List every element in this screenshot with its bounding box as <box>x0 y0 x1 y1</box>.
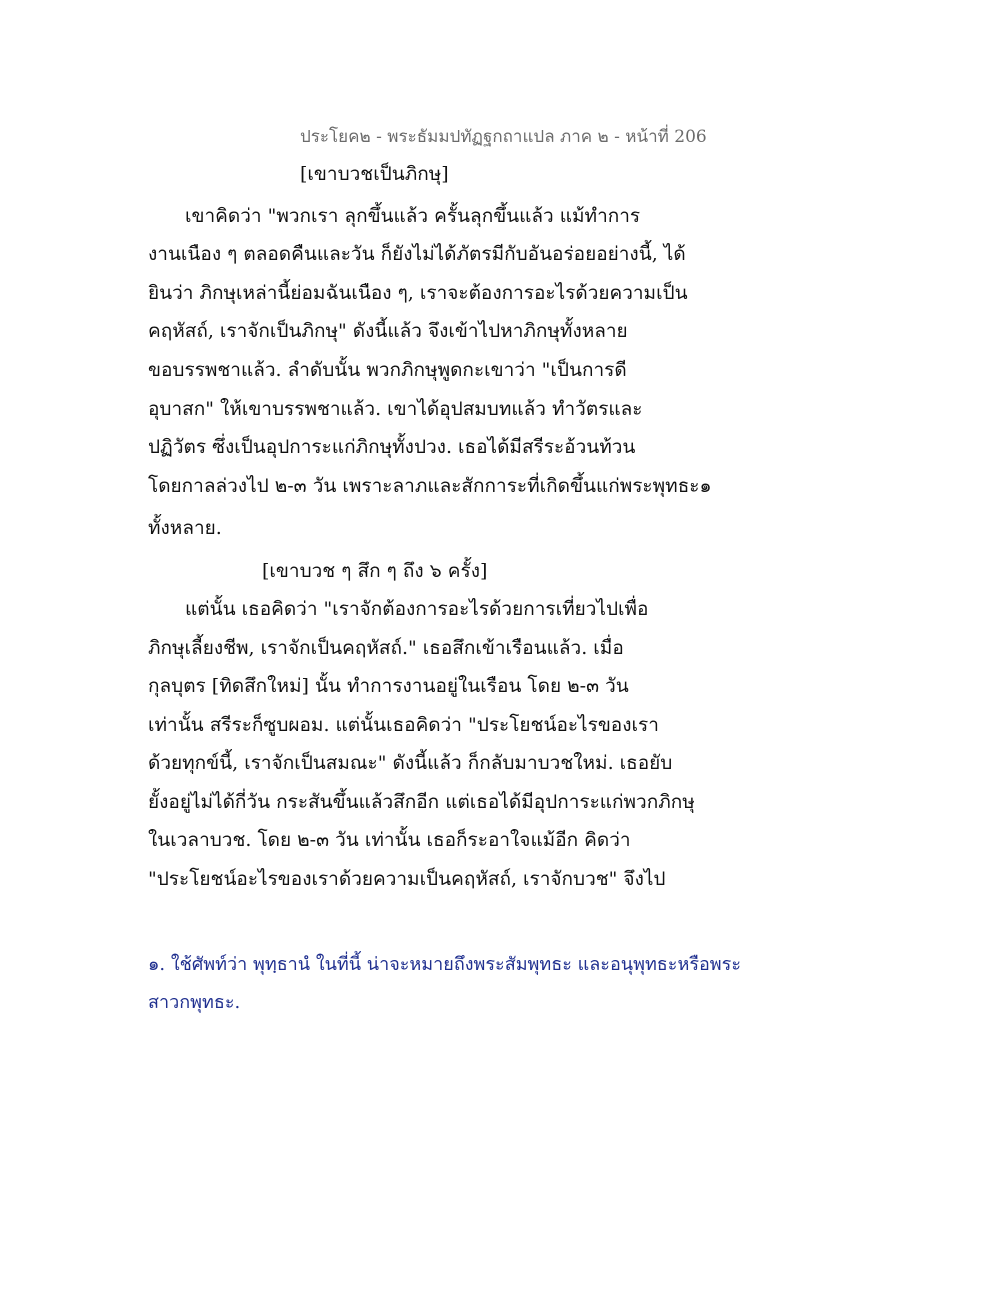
paragraph-line: คฤหัสถ์, เราจักเป็นภิกษุ" ดังนี้แล้ว จึงเข้าไปหาภิกษุทั้งหลาย <box>148 320 628 342</box>
paragraph-line: กุลบุตร [ทิดสึกใหม่] นั้น ทำการงานอยู่ในเรือน โดย ๒-๓ วัน <box>148 675 629 697</box>
paragraph-line: ในเวลาบวช. โดย ๒-๓ วัน เท่านั้น เธอก็ระอาใจแม้อีก คิดว่า <box>148 829 631 851</box>
paragraph-line: ด้วยทุกข์นี้, เราจักเป็นสมณะ" ดังนี้แล้ว ก็กลับมาบวชใหม่. เธอยับ <box>148 752 673 774</box>
footnote-line: ๑. ใช้ศัพท์ว่า พุทฺธานํ ในที่นี้ น่าจะหมายถึงพระสัมพุทธะ และอนุพุทธะหรือพระ <box>148 954 742 975</box>
paragraph-line: ขอบรรพชาแล้ว. ลำดับนั้น พวกภิกษุพูดกะเขาว่า "เป็นการดี <box>148 359 627 381</box>
paragraph-line: ยินว่า ภิกษุเหล่านี้ย่อมฉันเนือง ๆ, เราจะต้องการอะไรด้วยความเป็น <box>148 282 688 304</box>
running-header: ประโยค๒ - พระธัมมปทัฏฐกถาแปล ภาค ๒ - หน้าที่ 206 <box>300 127 707 147</box>
paragraph-line: "ประโยชน์อะไรของเราด้วยความเป็นคฤหัสถ์, เราจักบวช" จึงไป <box>148 868 666 890</box>
paragraph-line: ภิกษุเลี้ยงชีพ, เราจักเป็นคฤหัสถ์." เธอสึกเข้าเรือนแล้ว. เมื่อ <box>148 637 624 659</box>
footnote-line: สาวกพุทธะ. <box>148 992 241 1013</box>
section-heading-ordination: [เขาบวชเป็นภิกษุ] <box>300 163 449 185</box>
paragraph-line: เท่านั้น สรีระก็ซูบผอม. แต่นั้นเธอคิดว่า "ประโยชน์อะไรของเรา <box>148 714 659 736</box>
paragraph-line: ยั้งอยู่ไม่ได้กี่วัน กระสันขึ้นแล้วสึกอีก แต่เธอได้มีอุปการะแก่พวกภิกษุ <box>148 791 695 813</box>
paragraph-line: ทั้งหลาย. <box>148 517 222 539</box>
paragraph-line: โดยกาลล่วงไป ๒-๓ วัน เพราะลาภและสักการะที่เกิดขึ้นแก่พระพุทธะ๑ <box>148 475 712 497</box>
paragraph-line: งานเนือง ๆ ตลอดคืนและวัน ก็ยังไม่ได้ภัตรมีกับอันอร่อยอย่างนี้, ได้ <box>148 243 686 265</box>
paragraph-line: เขาคิดว่า "พวกเรา ลุกขึ้นแล้ว ครั้นลุกขึ้นแล้ว แม้ทำการ <box>185 205 641 227</box>
section-heading-six-times: [เขาบวช ๆ สึก ๆ ถึง ๖ ครั้ง] <box>262 560 488 582</box>
paragraph-line: ปฏิวัตร ซึ่งเป็นอุปการะแก่ภิกษุทั้งปวง. เธอได้มีสรีระอ้วนท้วน <box>148 436 636 458</box>
paragraph-line: อุบาสก" ให้เขาบรรพชาแล้ว. เขาได้อุปสมบทแล้ว ทำวัตรและ <box>148 398 643 420</box>
paragraph-line: แต่นั้น เธอคิดว่า "เราจักต้องการอะไรด้วยการเที่ยวไปเพื่อ <box>185 598 649 620</box>
